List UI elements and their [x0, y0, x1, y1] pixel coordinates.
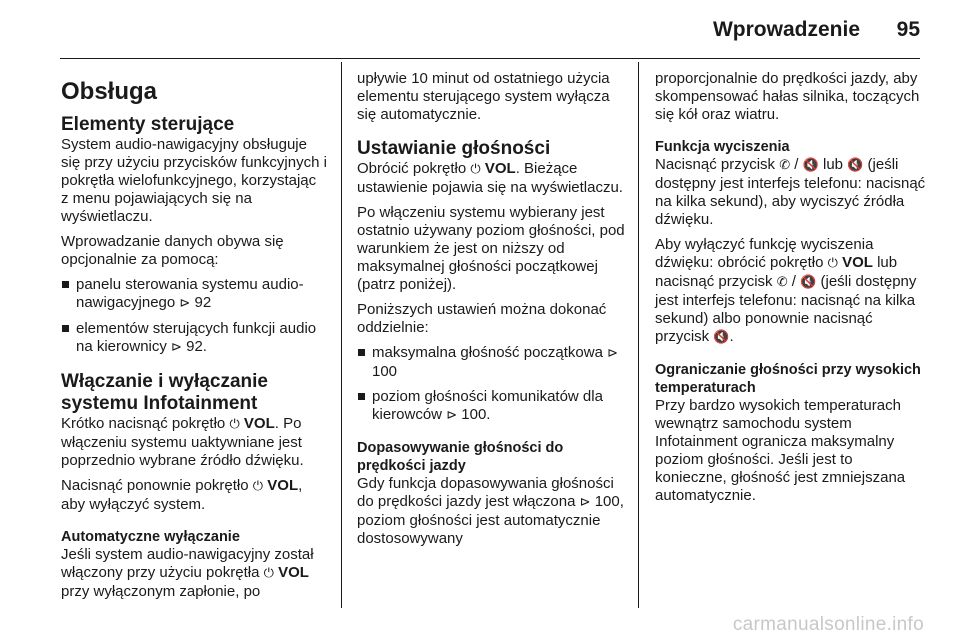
power-icon: ⏻: [229, 417, 240, 432]
column-divider: [341, 62, 342, 608]
power-icon: ⏻: [470, 162, 481, 177]
power-icon: ⏻: [252, 479, 264, 494]
page-ref[interactable]: 92: [194, 294, 212, 311]
power-icon: ⏻: [827, 256, 838, 271]
page-ref-icon: ⊳: [179, 296, 191, 311]
mute-icon: 🔇: [802, 158, 819, 173]
minor-heading: Funkcja wyciszenia: [655, 139, 790, 155]
page-ref[interactable]: 92.: [186, 338, 207, 355]
header-divider: [60, 58, 920, 59]
column-3: [655, 62, 927, 609]
column-2: [357, 62, 625, 609]
list-item: poziom głośności komunikatów dla kierowców ⊳ 100.: [357, 388, 625, 425]
list-item: maksymalna głośność początkowa ⊳ 100: [357, 344, 625, 381]
section-title: Obsługa: [61, 78, 158, 105]
paragraph: Gdy funkcja dopasowywania głośności do prędkości jazdy jest włączona ⊳ 100, poziom głośności jest automatycznie dostosowywany: [357, 475, 624, 547]
minor-heading: Ograniczanie głośności przy wysokich temperaturach: [655, 362, 921, 396]
paragraph: Krótko nacisnąć pokrętło ⏻ VOL. Po włączeniu systemu uaktywniane jest poprzednio wybrane źródło dźwięku.: [61, 415, 304, 469]
mute-icon: 🔇: [800, 275, 817, 290]
page-ref[interactable]: 100: [372, 363, 398, 380]
paragraph: Przy bardzo wysokich temperaturach wewnątrz samochodu system Infotainment ogranicza maksymalny poziom głośności. Jeśli jest to konieczne, głośność jest zmniejszana automatycznie.: [655, 397, 906, 504]
paragraph: Wprowadzanie danych obywa się opcjonalnie za pomocą:: [61, 233, 284, 268]
page-header-title: Wprowadzenie: [712, 18, 860, 41]
paragraph: System audio-nawigacyjny obsługuje się przy użyciu przycisków funkcyjnych i pokrętła wielofunkcyjnego, korzystając z menu pojawiających się na wyświetlaczu.: [61, 136, 327, 225]
paragraph: Jeśli system audio-nawigacyjny został włączony przy użyciu pokrętła ⏻ VOL przy wyłączonym zapłonie, po: [61, 546, 314, 600]
paragraph: Po włączeniu systemu wybierany jest ostatnio używany poziom głośności, pod warunkiem że jest on niższy od maksymalnej głośności początkowej (patrz poniżej).: [357, 204, 625, 293]
column-1: [61, 62, 327, 609]
page-ref-icon: ⊳: [579, 495, 591, 510]
mute-icon: 🔇: [847, 158, 864, 173]
paragraph: Nacisnąć ponownie pokrętło ⏻ VOL, aby wyłączyć system.: [61, 477, 303, 513]
watermark: carmanualsonline.info: [732, 614, 924, 635]
subsection-title: Elementy sterujące: [61, 114, 235, 135]
paragraph: Obrócić pokrętło ⏻ VOL. Bieżące ustawienie pojawia się na wyświetlaczu.: [357, 160, 623, 196]
paragraph: Aby wyłączyć funkcję wyciszenia dźwięku: obrócić pokrętło ⏻ VOL lub nacisnąć przycisk ✆ / 🔇 (jeśli dostępny jest interfejs telefonu: nacisnąć na kilka sekund) albo ponownie nacisnąć przycisk 🔇.: [655, 236, 917, 345]
page-header: [0, 0, 960, 58]
list-item: elementów sterujących funkcji audio na kierownicy ⊳ 92.: [61, 320, 327, 357]
paragraph: Poniższych ustawień można dokonać oddzielnie:: [357, 301, 607, 336]
phone-icon: ✆: [776, 275, 788, 290]
page-ref-icon: ⊳: [446, 408, 458, 423]
page-ref-icon: ⊳: [171, 340, 182, 355]
subsection-title: Ustawianie głośności: [357, 138, 551, 159]
list-item: panelu sterowania systemu audio-nawigacyjnego ⊳ 92: [61, 276, 327, 313]
column-divider: [638, 62, 639, 608]
power-icon: ⏻: [263, 566, 274, 581]
minor-heading: Automatyczne wyłączanie: [61, 529, 240, 545]
paragraph: upływie 10 minut od ostatniego użycia elementu sterującego system wyłącza się automatycznie.: [357, 70, 610, 123]
minor-heading: Dopasowywanie głośności do prędkości jazdy: [357, 440, 564, 474]
page-ref[interactable]: 100: [594, 493, 620, 510]
mute-icon: 🔇: [713, 330, 730, 345]
page-number: 95: [896, 18, 920, 41]
paragraph: proporcjonalnie do prędkości jazdy, aby skompensować hałas silnika, toczących się kół oraz wiatru.: [655, 70, 920, 123]
page-ref[interactable]: 100.: [461, 406, 491, 423]
paragraph: Nacisnąć przycisk ✆ / 🔇 lub 🔇 (jeśli dostępny jest interfejs telefonu: nacisnąć na kilka sekund), aby wyciszyć źródła dźwięku.: [655, 156, 926, 228]
bullet-list: [61, 276, 327, 357]
subsection-title: Włączanie i wyłączanie systemu Infotainment: [61, 371, 268, 414]
phone-icon: ✆: [779, 158, 791, 173]
page-ref-icon: ⊳: [607, 346, 619, 361]
bullet-list: [357, 344, 625, 425]
